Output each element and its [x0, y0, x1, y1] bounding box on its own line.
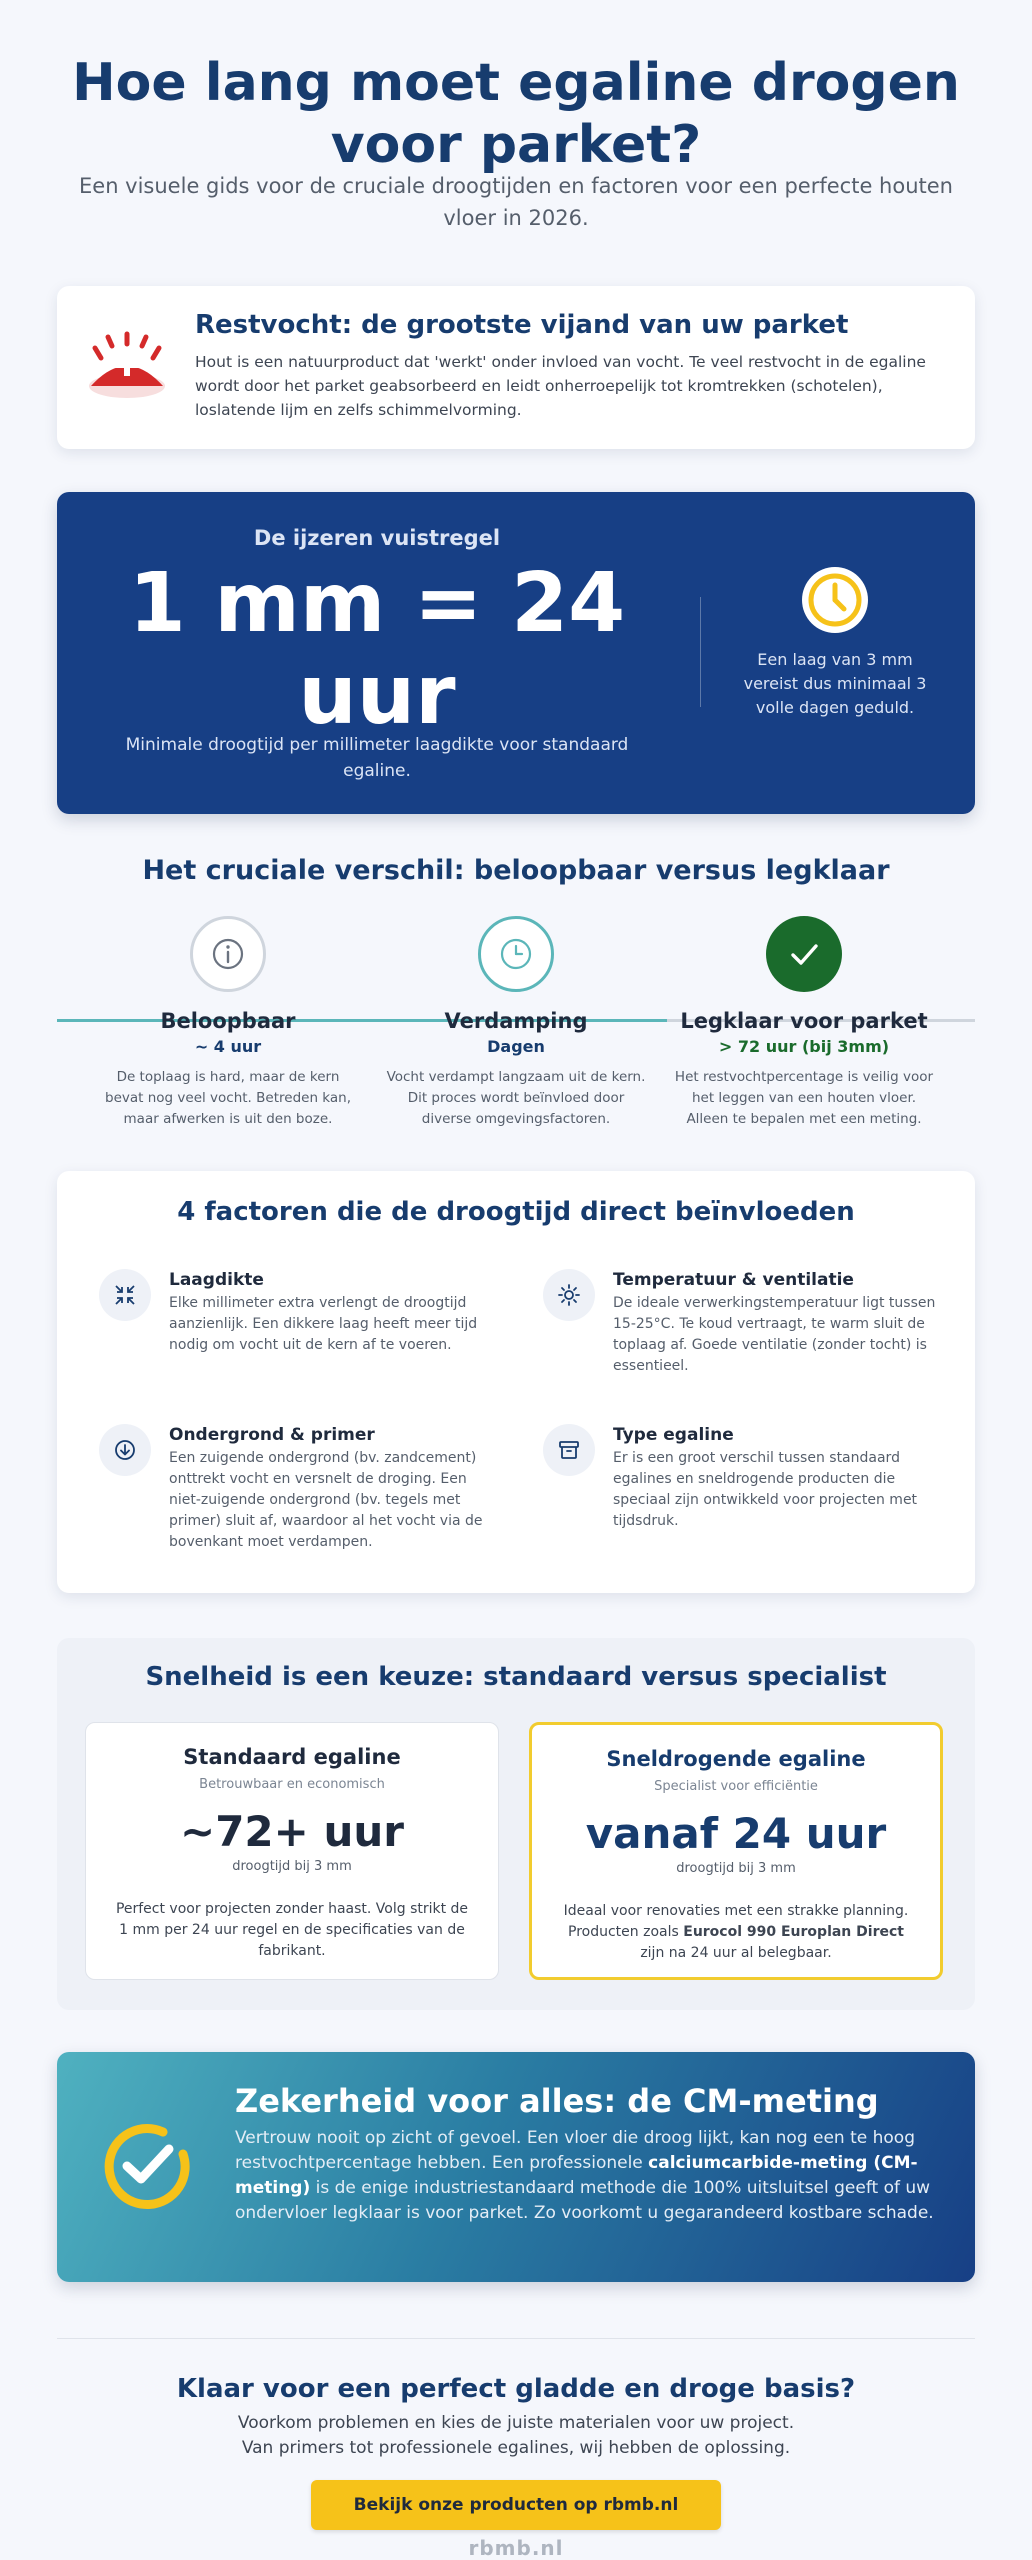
factor-text: Elke millimeter extra verlengt de droogtijd aanzienlijk. Een dikkere laag heeft meer tijd nodig om vocht uit de kern af te voeren. — [169, 1295, 478, 1353]
clock-icon — [799, 564, 871, 636]
option-description — [556, 1901, 916, 1964]
step-description: Vocht verdampt langzaam uit de kern. Dit proces wordt beïnvloed door diverse omgevingsfactoren. — [386, 1069, 646, 1127]
factor-laagdikte — [99, 1269, 509, 1419]
page-subtitle: Een visuele gids voor de cruciale droogtijden en factoren voor een perfecte houten vloer in 2026. — [79, 174, 953, 230]
restvocht-card — [57, 286, 975, 449]
speed-title: Snelheid is een keuze: standaard versus specialist — [145, 1662, 887, 1692]
step-description: Het restvochtpercentage is veilig voor het leggen van een houten vloer. Alleen te bepalen met een meting. — [674, 1069, 934, 1127]
step-description: De toplaag is hard, maar de kern bevat nog veel vocht. Betreden kan, maar afwerken is uit den boze. — [105, 1069, 351, 1127]
fast-egaline-card — [529, 1722, 943, 1980]
step-time: > 72 uur (bij 3mm) — [718, 1037, 890, 1056]
product-name: Eurocol 990 Europlan Direct — [683, 1924, 904, 1940]
moisture-warning-icon — [85, 330, 171, 400]
rule-label: De ijzeren vuistregel — [253, 526, 501, 550]
desc-text: Ideaal voor renovaties met een strakke planning. Producten zoals — [563, 1903, 909, 1940]
check-icon — [766, 916, 842, 992]
rule-of-thumb-banner — [57, 492, 975, 814]
factors-title: 4 factoren die de droogtijd direct beïnvloeden — [177, 1197, 855, 1227]
cta-title: Klaar voor een perfect gladde en droge basis? — [176, 2374, 856, 2404]
cm-highlight: calciumcarbide-meting (CM-meting) — [235, 2153, 918, 2198]
restvocht-title: Restvocht: de grootste vijand van uw parket — [195, 310, 849, 340]
clock-icon — [478, 916, 554, 992]
step-time: ~ 4 uur — [194, 1037, 262, 1056]
factor-title: Ondergrond & primer — [169, 1425, 375, 1445]
standard-egaline-card — [85, 1722, 499, 1980]
speed-comparison-section — [57, 1638, 975, 2010]
cm-text-part: Vertrouw nooit op zicht of gevoel. Een vloer die droog lijkt, kan nog een te hoog restvochtpercentage hebben. Een professionele — [235, 2128, 915, 2173]
timeline-step-verdamping — [381, 916, 651, 1130]
view-products-button[interactable]: Bekijk onze producten op rbmb.nl — [311, 2480, 721, 2530]
restvocht-text: Hout is een natuurproduct dat 'werkt' onder invloed van vocht. Te veel restvocht in de egaline wordt door het parket geabsorbeerd en leidt onherroepelijk tot kromtrekken (schotelen), loslatende lijm en zelfs schimmelvorming. — [195, 353, 926, 419]
factor-type-egaline — [543, 1424, 953, 1574]
desc-text: zijn na 24 uur al belegbaar. — [640, 1945, 832, 1961]
archive-box-icon — [543, 1424, 595, 1476]
timeline-title: Het cruciale verschil: beloopbaar versus legklaar — [142, 855, 890, 886]
factor-ondergrond — [99, 1424, 509, 1574]
rule-note: Een laag van 3 mm vereist dus minimaal 3 volle dagen geduld. — [743, 650, 927, 717]
factor-text: Een zuigende ondergrond (bv. zandcement) onttrekt vocht en versnelt de droging. Een niet-zuigende ondergrond (bv. tegels met primer) sluit af, waardoor al het vocht via de bovenkant moet verdampen. — [169, 1450, 483, 1550]
timeline-step-beloopbaar — [93, 916, 363, 1130]
info-icon — [190, 916, 266, 992]
cta-line-1: Voorkom problemen en kies de juiste materialen voor uw project. — [237, 2413, 795, 2433]
cm-text — [235, 2126, 945, 2226]
divider — [57, 2338, 975, 2339]
rule-subtext: Minimale droogtijd per millimeter laagdikte voor standaard egaline. — [125, 735, 629, 781]
factor-title: Temperatuur & ventilatie — [613, 1270, 854, 1290]
step-name: Verdamping — [444, 1009, 588, 1033]
sun-icon — [543, 1269, 595, 1321]
rule-divider — [700, 597, 701, 707]
option-description: Perfect voor projecten zonder haast. Volg strikt de 1 mm per 24 uur regel en de specificaties van de fabrikant. — [115, 1901, 469, 1959]
option-tagline: Specialist voor efficiëntie — [654, 1779, 818, 1794]
factor-temperatuur — [543, 1269, 953, 1419]
factors-card — [57, 1171, 975, 1593]
option-tagline: Betrouwbaar en economisch — [199, 1777, 385, 1792]
factor-title: Laagdikte — [169, 1270, 264, 1290]
option-drying-time: ~72+ uur — [180, 1807, 404, 1856]
cm-title: Zekerheid voor alles: de CM-meting — [235, 2082, 879, 2120]
factor-text: Er is een groot verschil tussen standaard egalines en sneldrogende producten die speciaal zijn ontwikkeld voor projecten met tijdsdruk. — [613, 1450, 918, 1529]
brand-logo: rbmb.nl — [468, 2536, 564, 2560]
rule-headline: 1 mm = 24 uur — [128, 556, 626, 743]
option-name: Standaard egaline — [183, 1745, 401, 1769]
arrow-down-circle-icon — [99, 1424, 151, 1476]
compress-icon — [99, 1269, 151, 1321]
option-unit: droogtijd bij 3 mm — [232, 1859, 352, 1874]
factor-text: De ideale verwerkingstemperatuur ligt tussen 15-25°C. Te koud vertraagt, te warm sluit de toplaag af. Goede ventilatie (zonder tocht) is essentieel. — [613, 1295, 936, 1374]
step-name: Legklaar voor parket — [680, 1009, 928, 1033]
option-unit: droogtijd bij 3 mm — [676, 1861, 796, 1876]
cm-meting-banner — [57, 2052, 975, 2282]
page-title: Hoe lang moet egaline drogen voor parket? — [72, 53, 960, 175]
step-name: Beloopbaar — [160, 1009, 296, 1033]
option-name: Sneldrogende egaline — [606, 1747, 866, 1771]
step-time: Dagen — [487, 1037, 545, 1056]
cm-text-part: is de enige industriestandaard methode die 100% uitsluitsel geeft of uw ondervloer legklaar is voor parket. Zo voorkomt u gegarandeerd kostbare schade. — [235, 2178, 934, 2223]
cta-line-2: Van primers tot professionele egalines, wij hebben de oplossing. — [241, 2438, 791, 2458]
timeline-step-legklaar — [669, 916, 939, 1130]
check-badge-icon — [97, 2116, 197, 2216]
factor-title: Type egaline — [613, 1425, 734, 1445]
option-drying-time: vanaf 24 uur — [585, 1809, 887, 1858]
